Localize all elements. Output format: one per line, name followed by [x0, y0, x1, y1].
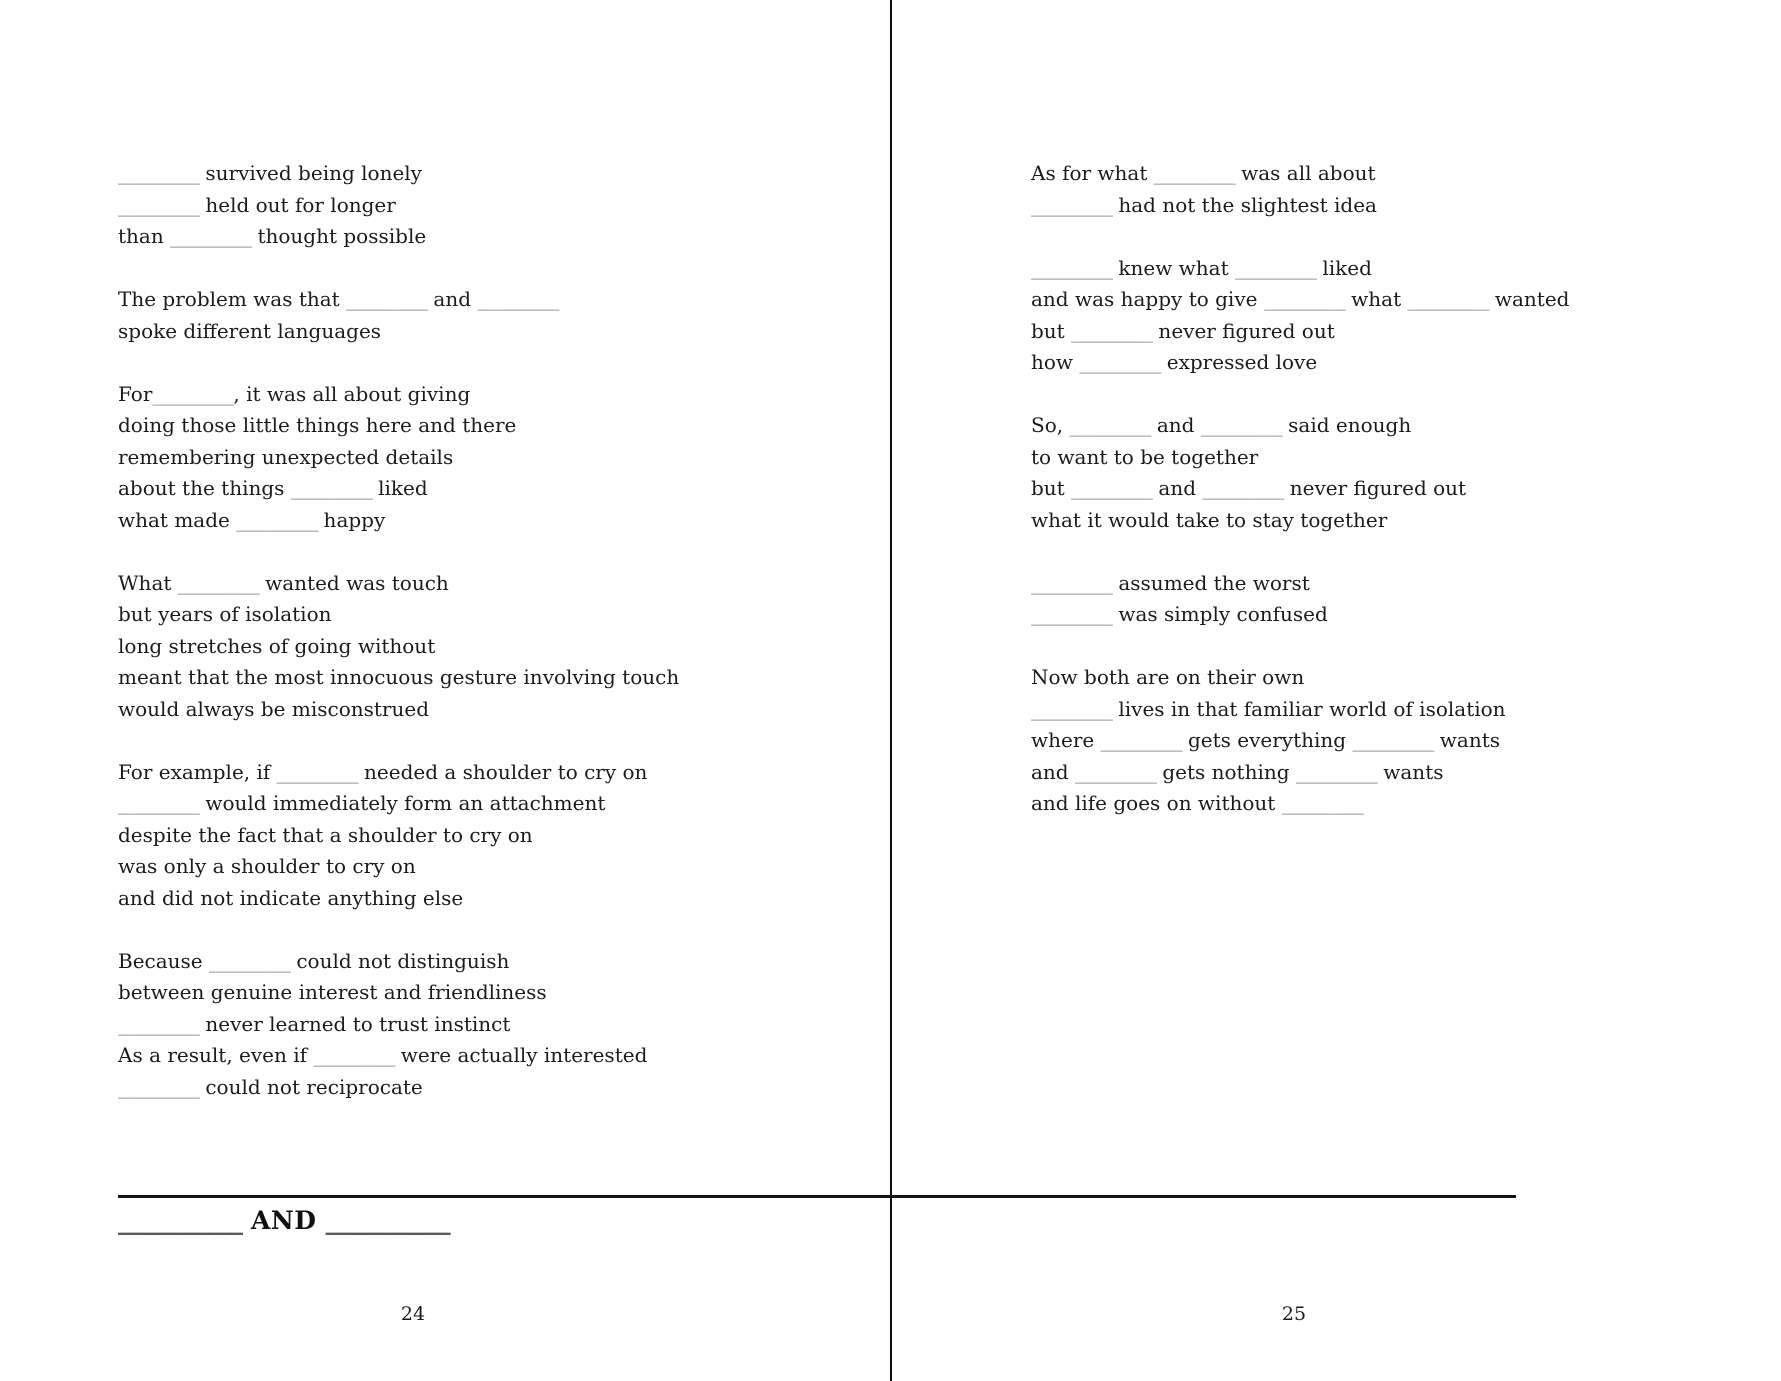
- poem-line: and life goes on without _________: [1031, 791, 1363, 815]
- stanza: [1031, 158, 1751, 221]
- stanza: [118, 379, 858, 537]
- poem-page-24: [118, 158, 858, 1135]
- stanza: [118, 158, 858, 253]
- fill-in-blank: _________: [1069, 413, 1151, 437]
- poem-line: how _________ expressed love: [1031, 350, 1318, 374]
- poem-line: Now both are on their own: [1031, 665, 1305, 689]
- fill-in-blank: _________: [1281, 791, 1363, 815]
- fill-in-blank: _________: [1071, 476, 1153, 500]
- poem-line: than _________ thought possible: [118, 224, 427, 248]
- poem-line: between genuine interest and friendliness: [118, 980, 547, 1004]
- fill-in-blank: _________: [170, 224, 252, 248]
- fill-in-blank: ___________: [118, 1206, 242, 1235]
- page-number-left: 24: [400, 1303, 426, 1325]
- poem-title: ___________ AND ___________: [118, 1206, 450, 1235]
- fill-in-blank: _________: [1031, 602, 1112, 626]
- fill-in-blank: _________: [1031, 255, 1112, 280]
- fill-in-blank: _________: [1200, 413, 1282, 437]
- poem-line: despite the fact that a shoulder to cry on: [118, 822, 533, 847]
- poem-line: and did not indicate anything else: [118, 885, 464, 910]
- fill-in-blank: _________: [1235, 255, 1316, 280]
- poem-line: For example, if _________ needed a shoulder to cry on: [118, 759, 648, 784]
- fill-in-blank: _________: [477, 287, 559, 311]
- fill-in-blank: _________: [209, 948, 290, 973]
- fill-in-blank: _________: [290, 476, 372, 500]
- fill-in-blank: _________: [1352, 728, 1434, 752]
- poem-line: remembering unexpected details: [118, 444, 454, 469]
- poem-line: For_________, it was all about giving: [118, 381, 471, 406]
- poem-line: about the things _________ liked: [118, 476, 428, 500]
- stanza: [118, 946, 858, 1104]
- poem-line: but years of isolation: [118, 602, 332, 626]
- poem-line: The problem was that _________ and _________: [118, 287, 559, 311]
- fill-in-blank: _________: [118, 1011, 199, 1036]
- poem-line: spoke different languages: [118, 318, 382, 343]
- poem-line: to want to be together: [1031, 444, 1259, 469]
- poem-line: _________ could not reciprocate: [118, 1074, 423, 1099]
- stanza: [118, 757, 858, 915]
- fill-in-blank: _________: [1074, 759, 1156, 784]
- fill-in-blank: _________: [1071, 318, 1153, 343]
- poem-line: and was happy to give _________ what _________ wanted: [1031, 287, 1570, 311]
- poem-line: meant that the most innocuous gesture involving touch: [118, 665, 680, 689]
- fill-in-blank: _________: [1202, 476, 1284, 500]
- fill-in-blank: _________: [346, 287, 428, 311]
- fill-in-blank: _________: [1153, 161, 1235, 185]
- stanza: [118, 284, 858, 347]
- poem-line: As a result, even if _________ were actually interested: [118, 1043, 648, 1067]
- poem-line: As for what _________ was all about: [1031, 161, 1376, 185]
- poem-line: long stretches of going without: [118, 633, 436, 658]
- stanza: [1031, 410, 1751, 536]
- poem-line: _________ never learned to trust instinct: [118, 1011, 511, 1036]
- fill-in-blank: _________: [1407, 287, 1489, 311]
- poem-line: where _________ gets everything _________ wants: [1031, 728, 1501, 752]
- poem-line: and _________ gets nothing _________ wants: [1031, 759, 1444, 784]
- fill-in-blank: _________: [1263, 287, 1345, 311]
- fill-in-blank: _________: [1295, 759, 1377, 784]
- poem-line: what it would take to stay together: [1031, 507, 1388, 532]
- fill-in-blank: _________: [118, 791, 199, 815]
- fill-in-blank: _________: [1031, 192, 1112, 217]
- fill-in-blank: _________: [118, 161, 199, 185]
- poem-line: was only a shoulder to cry on: [118, 854, 416, 878]
- fill-in-blank: _________: [236, 507, 318, 532]
- poem-line: but _________ and _________ never figured out: [1031, 476, 1467, 500]
- fill-in-blank: _________: [118, 192, 199, 217]
- page-number-right: 25: [1281, 1303, 1307, 1325]
- poem-line: _________ held out for longer: [118, 192, 396, 217]
- fill-in-blank: _________: [152, 381, 234, 406]
- poem-line: would always be misconstrued: [118, 696, 430, 721]
- poem-line: what made _________ happy: [118, 507, 386, 532]
- poem-line: _________ assumed the worst: [1031, 570, 1310, 595]
- spine-divider-line: [890, 0, 892, 1381]
- fill-in-blank: _________: [1031, 570, 1112, 595]
- fill-in-blank: ___________: [325, 1206, 450, 1235]
- fill-in-blank: _________: [1031, 696, 1112, 721]
- poem-line: Because _________ could not distinguish: [118, 948, 510, 973]
- stanza: [1031, 662, 1751, 820]
- poem-line: So, _________ and _________ said enough: [1031, 413, 1412, 437]
- poem-line: _________ had not the slightest idea: [1031, 192, 1377, 217]
- poem-line: _________ knew what _________ liked: [1031, 255, 1372, 280]
- poem-line: but _________ never figured out: [1031, 318, 1335, 343]
- stanza: [118, 568, 858, 726]
- fill-in-blank: _________: [118, 1074, 199, 1099]
- stanza: [1031, 568, 1751, 631]
- poem-line: _________ lives in that familiar world of isolation: [1031, 696, 1506, 721]
- poem-line: What _________ wanted was touch: [118, 570, 449, 595]
- fill-in-blank: _________: [177, 570, 259, 595]
- fill-in-blank: _________: [313, 1043, 395, 1067]
- fill-in-blank: _________: [276, 759, 358, 784]
- stanza: [1031, 253, 1751, 379]
- poem-line: doing those little things here and there: [118, 413, 517, 437]
- poem-line: _________ would immediately form an attachment: [118, 791, 606, 815]
- footer-rule-line: [118, 1195, 1516, 1198]
- fill-in-blank: _________: [1100, 728, 1182, 752]
- poem-page-25: [1031, 158, 1751, 851]
- poem-line: _________ survived being lonely: [118, 161, 422, 185]
- poem-line: _________ was simply confused: [1031, 602, 1328, 626]
- fill-in-blank: _________: [1079, 350, 1161, 374]
